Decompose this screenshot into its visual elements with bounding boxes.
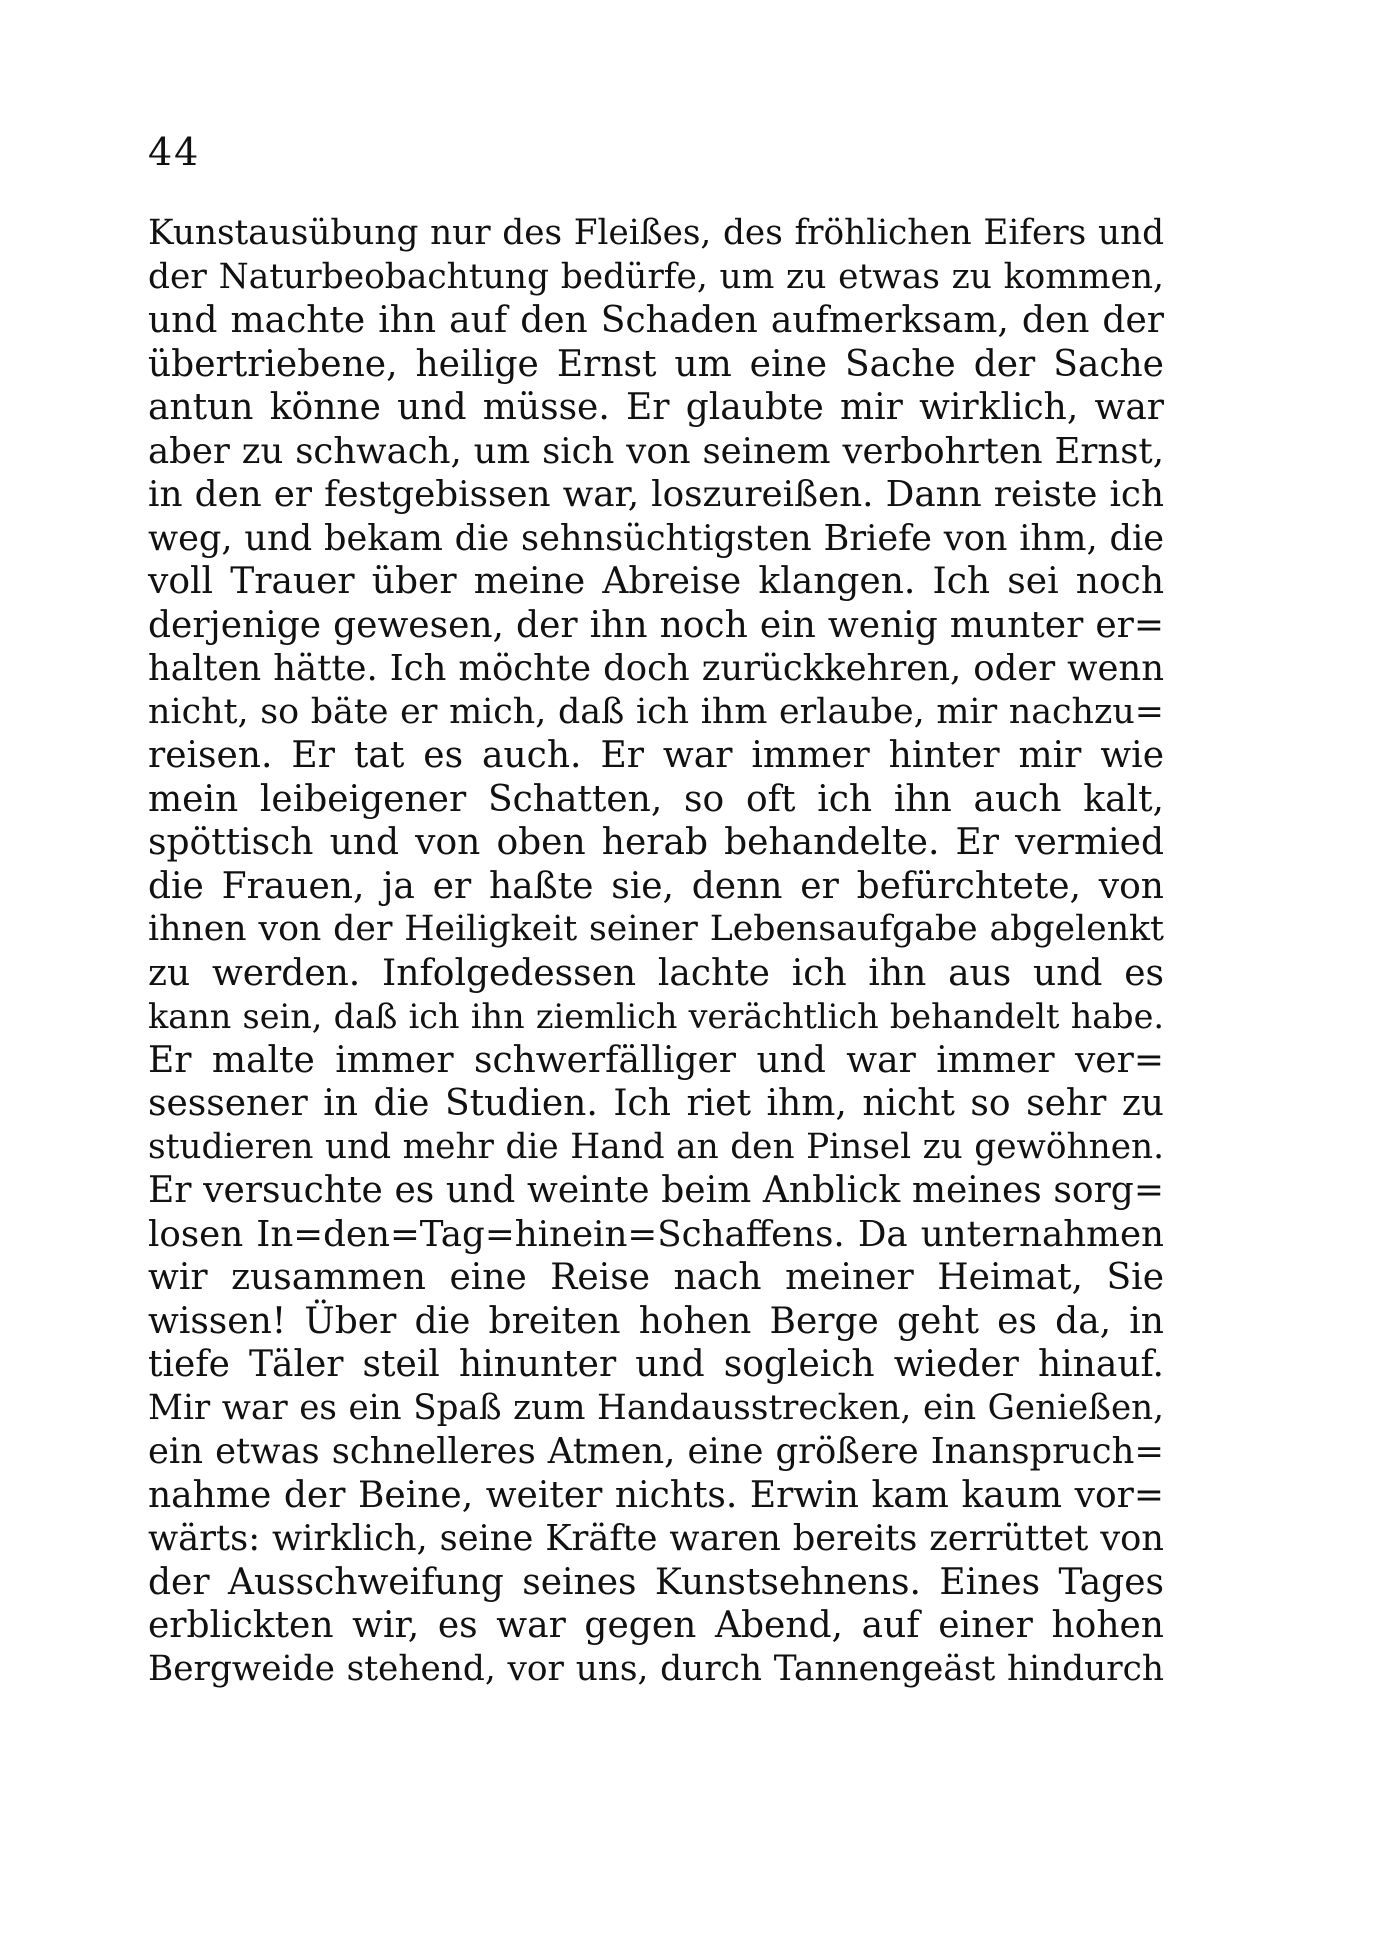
text-body bbox=[148, 212, 1164, 1691]
text-line: in den er festgebissen war, loszureißen. Dann reiste ich bbox=[148, 474, 1164, 515]
text-line: zu werden. Infolgedessen lachte ich ihn aus und es bbox=[148, 952, 1164, 994]
text-line: übertriebene, heilige Ernst um eine Sache der Sache bbox=[148, 343, 1164, 385]
text-line: losen In=den=Tag=hinein=Schaffens. Da unternahmen bbox=[148, 1213, 1164, 1255]
text-line: mein leibeigener Schatten, so oft ich ihn auch kalt, bbox=[148, 778, 1164, 820]
text-line: voll Trauer über meine Abreise klangen. Ich sei noch bbox=[148, 561, 1164, 602]
text-line: reisen. Er tat es auch. Er war immer hinter mir wie bbox=[148, 735, 1164, 776]
text-line: Mir war es ein Spaß zum Handausstrecken, ein Genießen, bbox=[148, 1387, 1164, 1428]
text-line: weg, und bekam die sehnsüchtigsten Briefe von ihm, die bbox=[148, 517, 1164, 559]
text-line: studieren und mehr die Hand an den Pinsel zu gewöhnen. bbox=[148, 1126, 1164, 1167]
text-line: Kunstausübung nur des Fleißes, des fröhlichen Eifers und bbox=[148, 213, 1164, 253]
text-line: und machte ihn auf den Schaden aufmerksam, den der bbox=[148, 300, 1164, 341]
text-line: tiefe Täler steil hinunter und sogleich wieder hinauf. bbox=[148, 1344, 1164, 1385]
text-line: derjenige gewesen, der ihn noch ein wenig munter er= bbox=[148, 604, 1164, 646]
page-number: 44 bbox=[148, 130, 201, 174]
text-line: kann sein, daß ich ihn ziemlich verächtlich behandelt habe. bbox=[148, 997, 1164, 1036]
text-line: antun könne und müsse. Er glaubte mir wirklich, war bbox=[148, 387, 1164, 428]
text-line: Er malte immer schwerfälliger und war immer ver= bbox=[148, 1039, 1164, 1081]
text-line: spöttisch und von oben herab behandelte. Er vermied bbox=[148, 822, 1164, 863]
text-line: aber zu schwach, um sich von seinem verbohrten Ernst, bbox=[148, 430, 1164, 472]
text-line: Bergweide stehend, vor uns, durch Tannengeäst hindurch bbox=[148, 1648, 1164, 1689]
text-line: Er versuchte es und weinte beim Anblick meines sorg= bbox=[148, 1170, 1164, 1211]
text-line: wir zusammen eine Reise nach meiner Heimat, Sie bbox=[148, 1257, 1164, 1298]
text-line: die Frauen, ja er haßte sie, denn er befürchtete, von bbox=[148, 865, 1164, 907]
text-line: nahme der Beine, weiter nichts. Erwin kam kaum vor= bbox=[148, 1474, 1164, 1516]
text-line: wissen! Über die breiten hohen Berge geht es da, in bbox=[148, 1300, 1164, 1342]
text-line: ihnen von der Heiligkeit seiner Lebensaufgabe abgelenkt bbox=[148, 909, 1164, 949]
text-line: der Ausschweifung seines Kunstsehnens. Eines Tages bbox=[148, 1561, 1164, 1603]
text-line: der Naturbeobachtung bedürfe, um zu etwas zu kommen, bbox=[148, 256, 1164, 297]
text-line: wärts: wirklich, seine Kräfte waren bereits zerrüttet von bbox=[148, 1518, 1164, 1559]
text-line: halten hätte. Ich möchte doch zurückkehren, oder wenn bbox=[148, 648, 1164, 689]
text-line: erblickten wir, es war gegen Abend, auf einer hohen bbox=[148, 1605, 1164, 1646]
text-line: nicht, so bäte er mich, daß ich ihm erlaube, mir nachzu= bbox=[148, 691, 1164, 732]
text-line: ein etwas schnelleres Atmen, eine größere Inanspruch= bbox=[148, 1431, 1164, 1472]
text-line: sessener in die Studien. Ich riet ihm, nicht so sehr zu bbox=[148, 1083, 1164, 1124]
